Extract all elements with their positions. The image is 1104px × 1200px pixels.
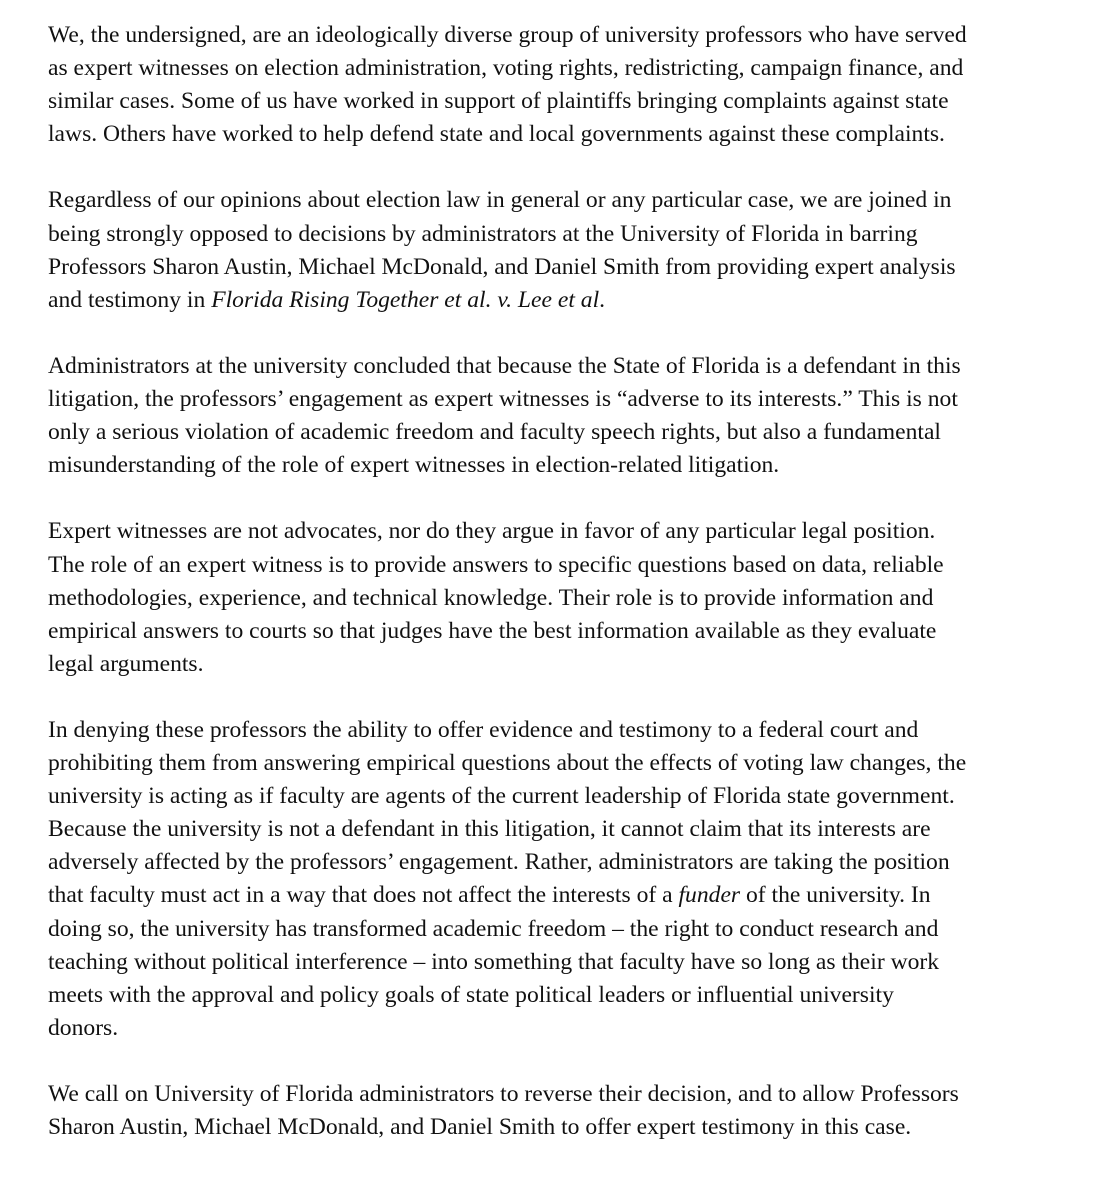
text-segment: In denying these professors the ability to offer evidence and testimony to a federal court and	[48, 716, 919, 743]
text-segment: empirical answers to courts so that judges have the best information available as they evaluate	[48, 617, 937, 644]
text-segment: prohibiting them from answering empirical questions about the effects of voting law changes, the	[48, 750, 967, 777]
text-segment: teaching without political interference – into something that faculty have so long as their work	[48, 948, 940, 975]
text-segment: adversely affected by the professors’ engagement. Rather, administrators are taking the position	[48, 849, 950, 876]
text-segment: legal arguments.	[48, 650, 204, 677]
text-line	[48, 648, 967, 681]
text-line	[48, 118, 967, 151]
text-segment: being strongly opposed to decisions by administrators at the University of Florida in barring	[48, 220, 918, 247]
text-line	[48, 52, 967, 85]
italic-text: funder	[678, 882, 741, 909]
text-line	[48, 879, 967, 912]
text-line	[48, 184, 967, 217]
text-line	[48, 416, 967, 449]
text-line	[48, 1111, 967, 1144]
text-segment: as expert witnesses on election administration, voting rights, redistricting, campaign finance, and	[48, 55, 964, 82]
text-segment: The role of an expert witness is to provide answers to specific questions based on data, reliable	[48, 551, 944, 578]
text-line	[48, 85, 967, 118]
text-segment: We, the undersigned, are an ideologically diverse group of university professors who have served	[48, 22, 967, 48]
text-segment: Expert witnesses are not advocates, nor do they argue in favor of any particular legal position.	[48, 518, 936, 545]
text-line	[48, 979, 967, 1012]
text-segment: university is acting as if faculty are agents of the current leadership of Florida state government.	[48, 783, 955, 810]
text-line	[48, 913, 967, 946]
text-line	[48, 946, 967, 979]
text-segment: only a serious violation of academic freedom and faculty speech rights, but also a fundamental	[48, 419, 941, 446]
text-line	[48, 284, 967, 317]
text-segment: .	[599, 286, 606, 313]
text-segment: of the university. In	[740, 882, 931, 909]
text-segment: methodologies, experience, and technical knowledge. Their role is to provide information and	[48, 584, 934, 611]
text-line	[48, 1012, 967, 1045]
text-segment: Administrators at the university concluded that because the State of Florida is a defendant in this	[48, 352, 961, 379]
text-line	[48, 549, 967, 582]
text-line	[48, 615, 967, 648]
text-line	[48, 846, 967, 879]
text-line	[48, 383, 967, 416]
text-line	[48, 747, 967, 780]
paragraph	[48, 515, 967, 680]
text-segment: laws. Others have worked to help defend state and local governments against these complaints.	[48, 121, 945, 148]
text-segment: doing so, the university has transformed academic freedom – the right to conduct research and	[48, 915, 939, 942]
text-segment: Professors Sharon Austin, Michael McDonald, and Daniel Smith from providing expert analysis	[48, 253, 956, 280]
text-segment: Regardless of our opinions about election law in general or any particular case, we are joined in	[48, 187, 952, 214]
italic-text: Florida Rising Together et al. v. Lee et al	[211, 286, 600, 313]
text-segment: and testimony in	[48, 286, 212, 313]
text-segment: litigation, the professors’ engagement as expert witnesses is “adverse to its interests.” This is not	[48, 386, 958, 413]
text-line	[48, 449, 967, 482]
text-line	[48, 714, 967, 747]
text-segment: that faculty must act in a way that does not affect the interests of a	[48, 882, 679, 909]
paragraph	[48, 350, 967, 482]
text-segment: We call on University of Florida administrators to reverse their decision, and to allow Professors	[48, 1081, 959, 1107]
paragraph	[48, 1078, 967, 1144]
text-segment: Because the university is not a defendant in this litigation, it cannot claim that its interests are	[48, 816, 931, 843]
text-line	[48, 813, 967, 846]
text-segment: donors.	[48, 1014, 119, 1041]
text-line	[48, 515, 967, 548]
text-line	[48, 218, 967, 251]
text-segment: Sharon Austin, Michael McDonald, and Daniel Smith to offer expert testimony in this case.	[48, 1114, 912, 1141]
text-line	[48, 350, 967, 383]
text-line	[48, 251, 967, 284]
text-segment: meets with the approval and policy goals of state political leaders or influential university	[48, 981, 894, 1008]
text-line	[48, 1078, 967, 1111]
text-line	[48, 582, 967, 615]
text-line	[48, 780, 967, 813]
paragraph	[48, 184, 967, 316]
paragraph	[48, 714, 967, 1045]
letter-document	[48, 19, 967, 1177]
text-segment: misunderstanding of the role of expert witnesses in election-related litigation.	[48, 452, 780, 479]
text-segment: similar cases. Some of us have worked in support of plaintiffs bringing complaints against state	[48, 88, 949, 115]
text-line	[48, 19, 967, 52]
paragraph	[48, 19, 967, 151]
